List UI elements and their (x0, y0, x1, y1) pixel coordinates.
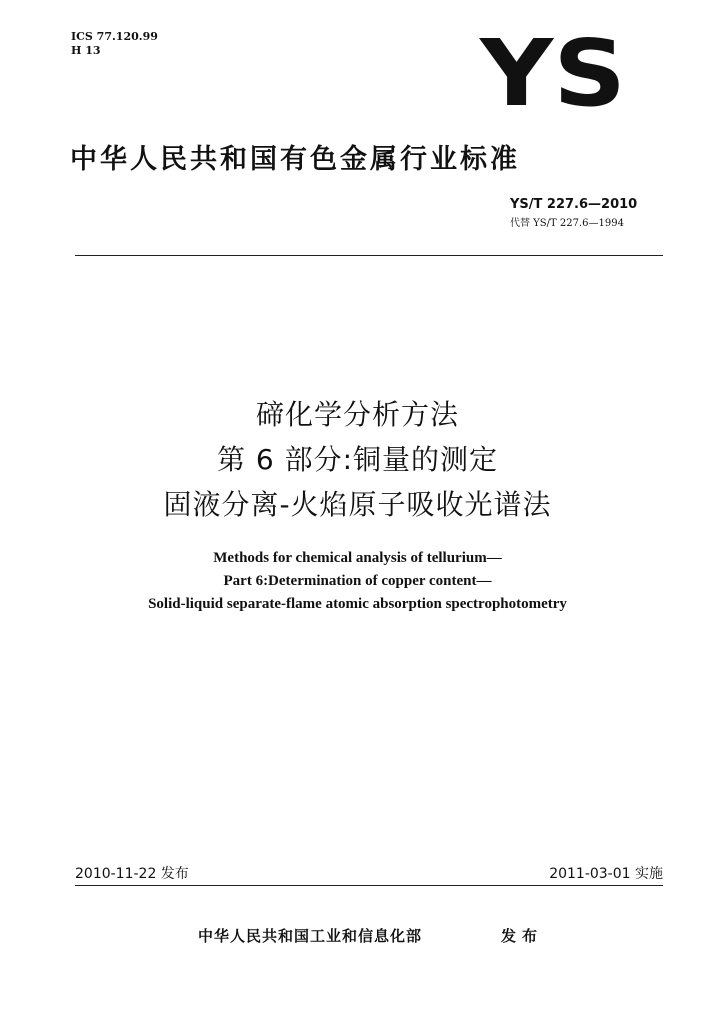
issuing-authority: 中华人民共和国工业和信息化部 (198, 927, 423, 945)
replaces-standard: 代替 YS/T 227.6—1994 (510, 218, 624, 229)
ics-code: ICS 77.120.99 (71, 30, 158, 43)
category-code: H 13 (71, 44, 101, 57)
title-zh-line3: 固液分离-火焰原子吸收光谱法 (163, 488, 552, 521)
footer-divider (75, 885, 663, 886)
issue-label: 发布 (501, 927, 544, 945)
ys-logo-text: YS (478, 27, 626, 117)
header-divider (75, 255, 663, 256)
standard-number: YS/T 227.6—2010 (510, 197, 638, 212)
title-zh-line1: 碲化学分析方法 (255, 398, 459, 431)
issue-date: 2010-11-22 发布 (75, 866, 189, 882)
classification-block (71, 30, 158, 58)
title-en-line2: Part 6:Determination of copper content— (223, 573, 492, 589)
ys-logo (478, 27, 628, 117)
implementation-date: 2011-03-01 实施 (549, 866, 663, 882)
org-title: 中华人民共和国有色金属行业标准 (70, 144, 520, 175)
title-zh-line2: 第 6 部分:铜量的测定 (216, 443, 499, 476)
title-en-line3: Solid-liquid separate-flame atomic absorption spectrophotometry (148, 596, 567, 612)
title-en-line1: Methods for chemical analysis of tellurium— (213, 550, 502, 566)
